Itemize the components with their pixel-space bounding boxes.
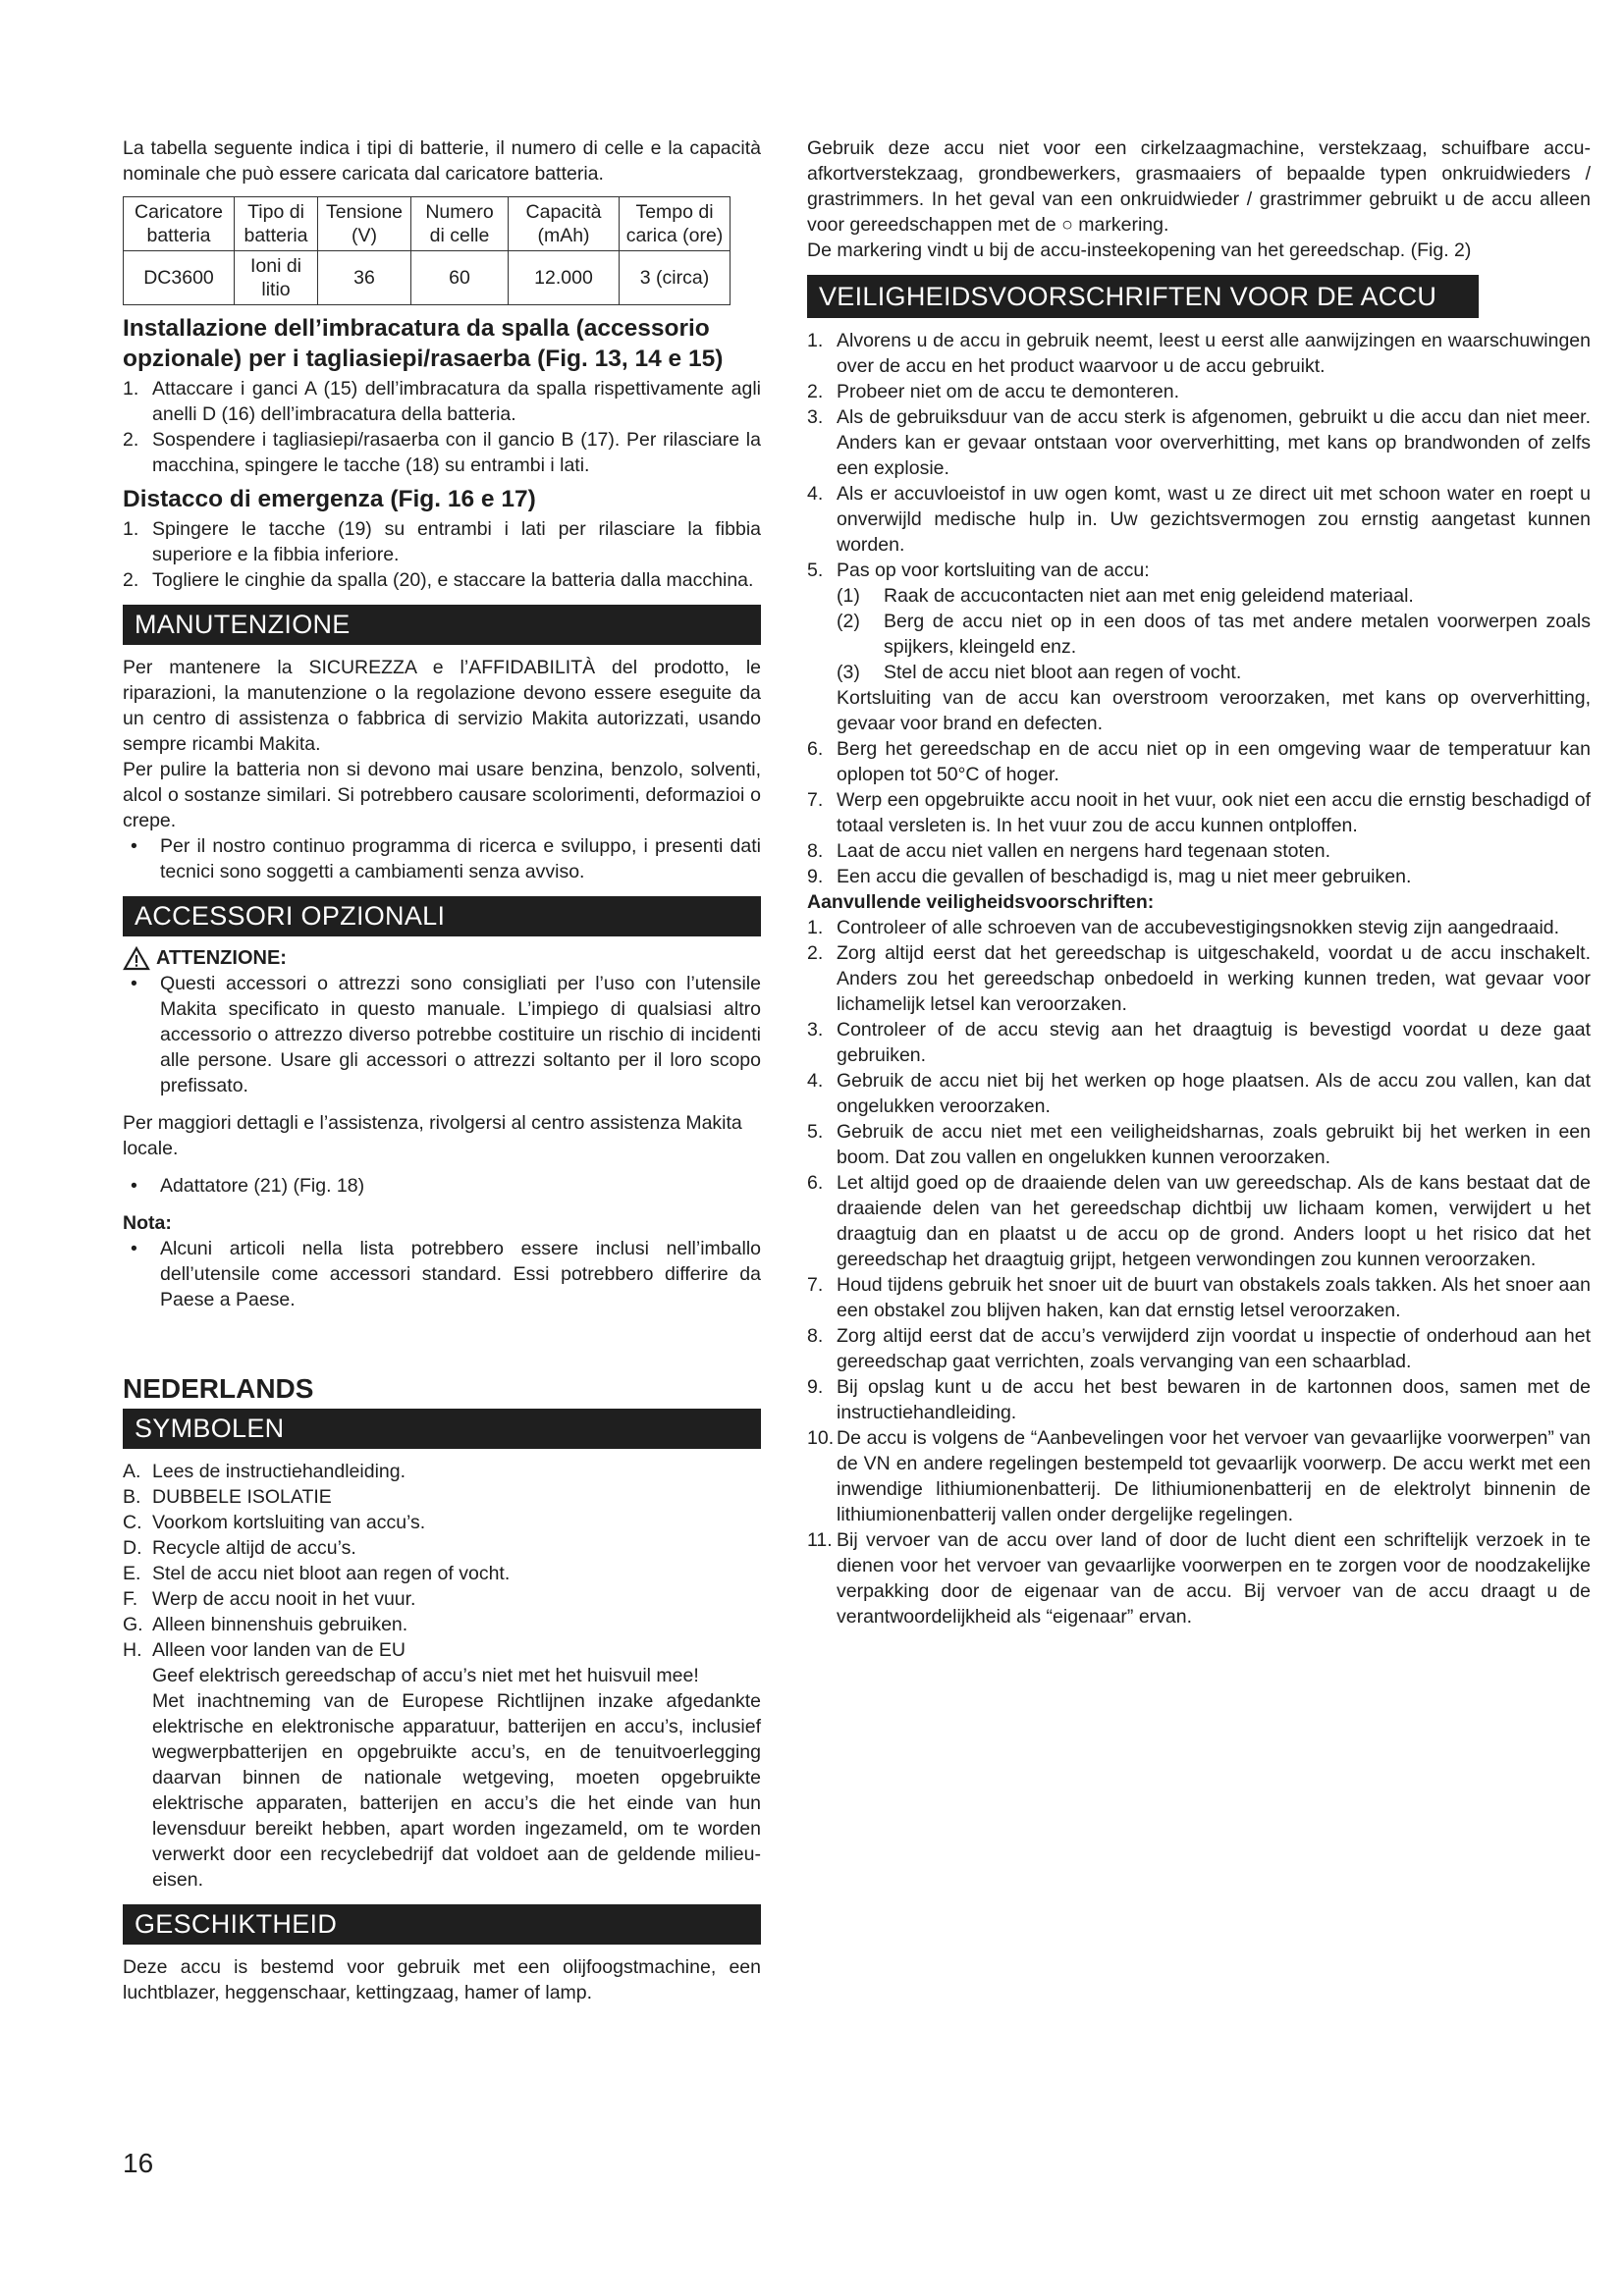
list-item [807,1119,1591,1170]
list-item [807,1323,1591,1374]
list-item-text: Een accu die gevallen of beschadigd is, mag u niet meer gebruiken. [837,866,1412,887]
list-item-number: 10. [807,1427,835,1449]
list-item-number: 2. [807,381,824,402]
emergency-list [123,516,761,593]
list-item [123,1510,761,1535]
list-item [807,1170,1591,1272]
list-item-text: Zorg altijd eerst dat het gereedschap is uitgeschakeld, voordat u de accu inschakelt. Anders zou het gereedschap onbedoeld in werking kunnen treden, wat gevaar voor lichamelijk letsel kan veroorzaken. [837,942,1591,1015]
list-item-number: A. [123,1461,141,1482]
table-header: Tensione (V) [318,197,411,251]
list-item [807,558,1591,583]
nota-bullet [123,1236,761,1312]
left-column [123,135,761,2005]
list-item-text: Stel de accu niet bloot aan regen of vocht. [884,662,1242,683]
list-item-number: 4. [807,483,824,505]
table-header: Capacità (mAh) [509,197,620,251]
harness-list [123,376,761,478]
list-item-text: Zorg altijd eerst dat de accu’s verwijderd zijn voordat u inspectie of onderhoud aan het gereedschap gaat verrichten, zoals vervanging van een schaarblad. [837,1325,1591,1372]
list-item [123,1484,761,1510]
list-item-number: (1) [837,585,860,607]
table-header-row [124,197,731,251]
list-item [807,864,1591,889]
list-item-text: Alleen voor landen van de EU [152,1639,406,1661]
list-item-text: Sospendere i tagliasiepi/rasaerba con il gancio B (17). Per rilasciare la macchina, spingere le tacche (18) su entrambi i lati. [152,429,761,476]
list-item-number: 5. [807,560,824,581]
list-item [807,404,1591,481]
list-item [807,583,1591,609]
eu-paragraph-2: Met inachtneming van de Europese Richtlijnen inzake afgedankte elektrische en elektronische apparatuur, batterijen en accu’s, inclusief wegwerpbatterijen en opgebruikte accu’s, en de tenuitvoerlegging daarvan binnen de nationale wetgeving, moeten opgebruikte elektrische apparaten, batterijen en accu’s die het einde van hun levensduur bereikt hebben, apart worden ingezameld, om te worden verwerkt door een recyclebedrijf dat voldoet aan de geldende milieu-eisen. [152,1690,761,1891]
attention-text: ATTENZIONE: [156,947,287,969]
list-item-number: 2. [807,942,824,964]
list-item-text: Raak de accucontacten niet aan met enig geleidend materiaal. [884,585,1414,607]
list-item-text: Recycle altijd de accu’s. [152,1537,356,1559]
maintenance-paragraph: Per mantenere la SICUREZZA e l’AFFIDABILITÀ del prodotto, le riparazioni, la manutenzione o la regolazione devono essere eseguite da un centro di assistenza o fabbrica di servizio Makita autorizzati, usando sempre ricambi Makita. [123,657,761,755]
list-item-text: Probeer niet om de accu te demonteren. [837,381,1180,402]
list-item-text: Stel de accu niet bloot aan regen of vocht. [152,1563,511,1584]
list-item-text: Werp de accu nooit in het vuur. [152,1588,416,1610]
list-item-text: Bij vervoer van de accu over land of door de lucht dient een schriftelijk verzoek in te dienen voor het vervoer van gevaarlijke voorwerpen en te zorgen voor de noodzakelijke verpakking door de eigenaar van de accu. Bij vervoer van de accu draagt u de verantwoordelijkheid als “eigenaar” ervan. [837,1529,1591,1628]
list-item-number: 5. [807,1121,824,1143]
list-item-text: Als de gebruiksduur van de accu sterk is afgenomen, gebruikt u die accu dan niet meer. Anders kan er gevaar ontstaan voor oververhitting, met kans op brandwonden of zelfs een explosie. [837,406,1591,479]
extra-safety-list [807,915,1591,1629]
list-item-number: 6. [807,1172,824,1194]
list-item-number: 1. [807,330,824,351]
list-item [807,1068,1591,1119]
list-item [123,1586,761,1612]
bullet-mark: • [131,1238,137,1259]
list-item [807,1527,1591,1629]
list-item-text: Houd tijdens gebruik het snoer uit de buurt van obstakels zoals takken. Als het snoer aan een obstakel zou blijven haken, kan dat ernstig letsel veroorzaken. [837,1274,1591,1321]
list-item-text: Voorkom kortsluiting van accu’s. [152,1512,426,1533]
bullet-text: Questi accessori o attrezzi sono consigliati per l’uso con l’utensile Makita specificato in questo manuale. L’impiego di qualsiasi altro accessorio o attrezzo diverso potrebbe costituire un rischio di incidenti alle persone. Usare gli accessori o attrezzi soltanto per il loro scopo prefissato. [160,973,761,1096]
table-row [124,251,731,305]
list-item-number: (2) [837,611,860,632]
battery-table-intro: La tabella seguente indica i tipi di batterie, il numero di celle e la capacità nominale che può essere caricata dal caricatore batteria. [123,137,761,185]
list-item-text: Alvorens u de accu in gebruik neemt, leest u eerst alle aanwijzingen en waarschuwingen over de accu en het product waarvoor u de accu gebruikt. [837,330,1591,377]
safety-list [807,328,1591,583]
list-item-number: 9. [807,1376,824,1398]
suitability-paragraph: Deze accu is bestemd voor gebruik met een olijfoogstmachine, een luchtblazer, heggenschaar, kettingzaag, hamer of lamp. [123,1956,761,2003]
list-item [123,516,761,567]
list-item [123,1637,761,1663]
list-item-text: Gebruik de accu niet bij het werken op hoge plaatsen. Als de accu zou vallen, kan dat ongelukken veroorzaken. [837,1070,1591,1117]
cleaning-paragraph: Per pulire la batteria non si devono mai usare benzina, benzolo, solventi, alcol o sostanze similari. Si potrebbero causare scolorimenti, deformazioi o crepe. [123,759,761,831]
bullet-mark: • [131,973,137,994]
list-item-text: Lees de instructiehandleiding. [152,1461,406,1482]
list-item-text: Bij opslag kunt u de accu het best bewaren in de kartonnen doos, samen met de instructiehandleiding. [837,1376,1591,1423]
list-item-number: 9. [807,866,824,887]
list-item-text: Attaccare i ganci A (15) dell’imbracatura da spalla rispettivamente agli anelli D (16) dell’imbracatura della batteria. [152,378,761,425]
list-item-text: Togliere le cinghie da spalla (20), e staccare la batteria dalla macchina. [152,569,754,591]
accessories-bullet [123,971,761,1098]
list-item-number: 7. [807,789,824,811]
attention-label [123,946,761,971]
bullet-text: Alcuni articoli nella lista potrebbero essere inclusi nell’imballo dell’utensile come accessori standard. Essi potrebbero differire da Paese a Paese. [160,1238,761,1310]
table-cell: DC3600 [124,251,235,305]
table-cell: 60 [411,251,509,305]
list-item-text: Berg de accu niet op in een doos of tas met andere metalen voorwerpen zoals spijkers, kleingeld enz. [884,611,1591,658]
list-item-text: Als er accuvloeistof in uw ogen komt, wast u ze direct uit met schoon water en roept u onverwijld medische hulp in. Uw gezichtsvermogen zou ernstig aangetast kunnen worden. [837,483,1591,556]
usage-intro: Gebruik deze accu niet voor een cirkelzaagmachine, verstekzaag, schuifbare accu-afkortverstekzaag, grondbewerkers, grasmaaiers of bepaalde typen onkruidwieders / grastrimmers. In het geval van een onkruidwieder / grastrimmer gebruikt u de accu alleen voor gereedschappen met de ○ markering. [807,137,1591,236]
list-item-number: 11. [807,1529,833,1551]
symbol-list [123,1459,761,1663]
list-item-number: B. [123,1486,141,1508]
list-item [807,1272,1591,1323]
short-circuit-list [807,583,1591,685]
extra-safety-heading: Aanvullende veiligheidsvoorschriften: [807,891,1155,913]
list-item [807,328,1591,379]
adapter-item [123,1173,761,1199]
list-item-number: E. [123,1563,141,1584]
list-item-text: Alleen binnenshuis gebruiken. [152,1614,408,1635]
marking-location: De markering vindt u bij de accu-insteekopening van het gereedschap. (Fig. 2) [807,240,1472,261]
list-item [807,660,1591,685]
list-item-text: Controleer of alle schroeven van de accubevestigingsnokken stevig zijn aangedraaid. [837,917,1560,938]
list-item-text: Let altijd goed op de draaiende delen van uw gereedschap. Als de kans bestaat dat de draaiende delen van het gereedschap dichtbij uw lichaam komen, verwijdert u het draagtuig dan en plaatst u de accu op de grond. Anders loopt u het risico dat het gereedschap het draagtuig grijpt, hetgeen verwondingen zou kunnen veroorzaken. [837,1172,1591,1270]
list-item-number: G. [123,1614,143,1635]
list-item [123,427,761,478]
accessories-bar: ACCESSORI OPZIONALI [123,896,761,936]
short-circuit-note: Kortsluiting van de accu kan overstroom veroorzaken, met kans op oververhitting, gevaar voor brand en defecten. [837,687,1591,734]
safety-bar: VEILIGHEIDSVOORSCHRIFTEN VOOR DE ACCU [807,275,1479,318]
suitability-bar: GESCHIKTHEID [123,1904,761,1945]
bullet-mark: • [131,1175,137,1197]
list-item [123,1535,761,1561]
list-item-text: DUBBELE ISOLATIE [152,1486,332,1508]
safety-list-continued [807,736,1591,889]
bullet-text: Per il nostro continuo programma di ricerca e sviluppo, i presenti dati tecnici sono soggetti a cambiamenti senza avviso. [160,835,761,882]
list-item-number: D. [123,1537,142,1559]
list-item [807,940,1591,1017]
list-item [807,838,1591,864]
list-item-text: Werp een opgebruikte accu nooit in het vuur, ook niet een accu die ernstig beschadigd of totaal versleten is. In het vuur zou de accu kunnen ontploffen. [837,789,1591,836]
list-item [123,1612,761,1637]
list-item-number: H. [123,1639,142,1661]
list-item [807,1017,1591,1068]
list-item-text: Pas op voor kortsluiting van de accu: [837,560,1150,581]
list-item [807,379,1591,404]
list-item-number: 6. [807,738,824,760]
language-heading: NEDERLANDS [123,1373,314,1404]
list-item [807,736,1591,787]
list-item [807,1374,1591,1425]
assistance-paragraph: Per maggiori dettagli e l’assistenza, rivolgersi al centro assistenza Makita locale. [123,1112,742,1159]
maintenance-bullet [123,833,761,884]
list-item-number: 4. [807,1070,824,1092]
table-header: Tempo di carica (ore) [620,197,731,251]
list-item-number: 8. [807,840,824,862]
list-item-text: De accu is volgens de “Aanbevelingen voor het vervoer van gevaarlijke voorwerpen” van de VN en andere regelingen bestempeld tot gevaarlijk voorwerp. De accu werkt met een inwendige lithiumionenbatterij. De lithiumionenbatterij en de elektrolyt binnenin de lithiumionenbatterij vallen onder dergelijke regelingen. [837,1427,1591,1525]
list-item-text: Controleer of de accu stevig aan het draagtuig is bevestigd voordat u deze gaat gebruiken. [837,1019,1591,1066]
list-item-number: 1. [123,378,139,400]
list-item-number: 7. [807,1274,824,1296]
emergency-heading: Distacco di emergenza (Fig. 16 e 17) [123,486,536,512]
list-item-number: C. [123,1512,142,1533]
list-item [807,609,1591,660]
table-header: Tipo di batteria [235,197,318,251]
list-item [807,1425,1591,1527]
warning-triangle-icon [123,946,150,971]
table-header: Numero di celle [411,197,509,251]
battery-spec-table [123,196,731,305]
nota-label: Nota: [123,1212,172,1234]
list-item-number: 1. [807,917,824,938]
list-item-number: 2. [123,429,139,451]
list-item-number: 3. [807,406,824,428]
bullet-mark: • [131,835,137,857]
table-cell: 36 [318,251,411,305]
table-cell: Ioni di litio [235,251,318,305]
list-item-number: 3. [807,1019,824,1041]
table-cell: 12.000 [509,251,620,305]
list-item-number: F. [123,1588,138,1610]
list-item-text: Laat de accu niet vallen en nergens hard tegenaan stoten. [837,840,1331,862]
list-item [807,481,1591,558]
list-item-number: 1. [123,518,139,540]
list-item-number: 8. [807,1325,824,1347]
list-item-text: Gebruik de accu niet met een veiligheidsharnas, zoals gebruikt bij het werken in een boom. Dat zou vallen en ongelukken kunnen veroorzaken. [837,1121,1591,1168]
bullet-text: Adattatore (21) (Fig. 18) [160,1175,365,1197]
list-item [123,1561,761,1586]
table-cell: 3 (circa) [620,251,731,305]
list-item-text: Spingere le tacche (19) su entrambi i lati per rilasciare la fibbia superiore e la fibbia inferiore. [152,518,761,565]
symbols-bar: SYMBOLEN [123,1409,761,1449]
page-number: 16 [123,2148,154,2178]
harness-heading: Installazione dell’imbracatura da spalla (accessorio opzionale) per i tagliasiepi/rasaerba (Fig. 13, 14 e 15) [123,315,724,372]
list-item [123,376,761,427]
list-item [807,787,1591,838]
right-column [807,135,1591,1629]
list-item [123,1459,761,1484]
table-header: Caricatore batteria [124,197,235,251]
list-item [123,567,761,593]
list-item-number: (3) [837,662,860,683]
list-item [807,915,1591,940]
list-item-text: Berg het gereedschap en de accu niet op in een omgeving waar de temperatuur kan oplopen tot 50°C of hoger. [837,738,1591,785]
list-item-number: 2. [123,569,139,591]
maintenance-bar: MANUTENZIONE [123,605,761,645]
eu-paragraph-1: Geef elektrisch gereedschap of accu’s niet met het huisvuil mee! [152,1665,699,1686]
